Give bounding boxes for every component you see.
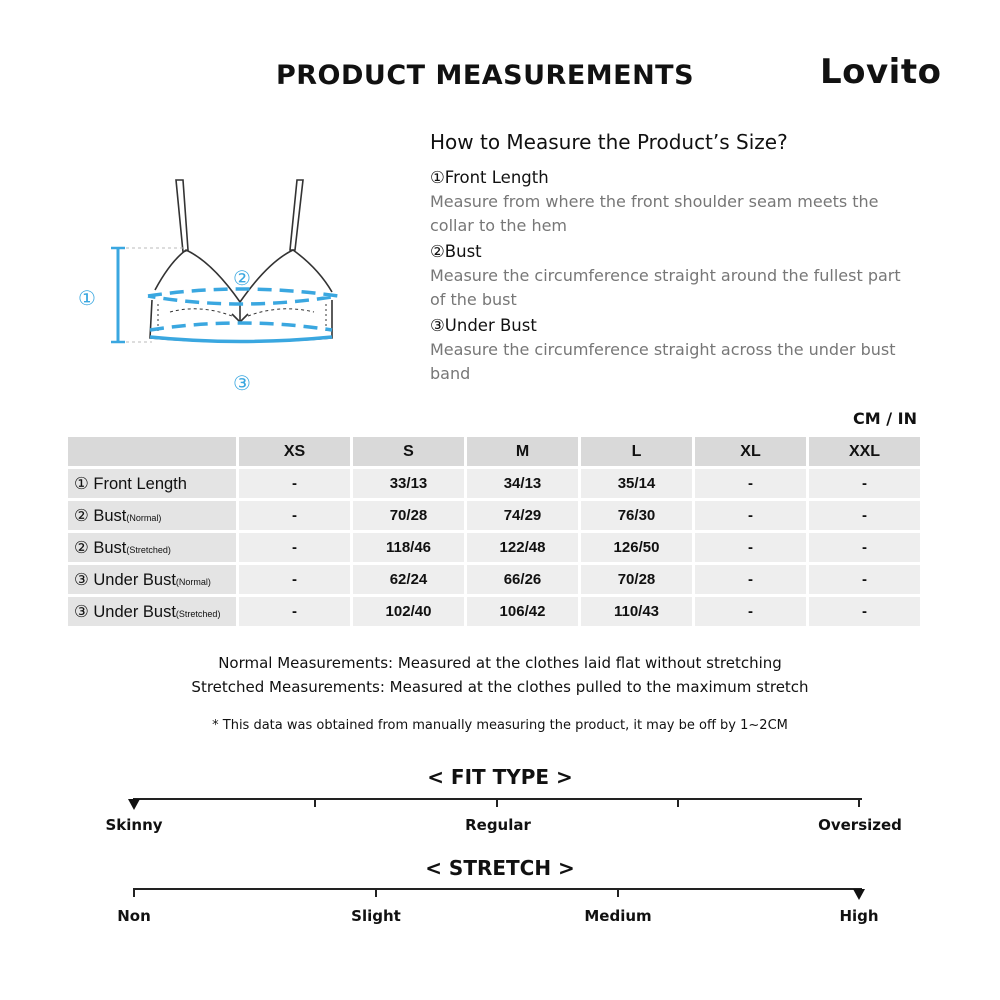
table-cell: 102/40	[353, 597, 464, 626]
table-cell: -	[809, 501, 920, 530]
table-cell: -	[239, 469, 350, 498]
stretch-label-non: Non	[117, 907, 151, 925]
table-cell: 110/43	[581, 597, 692, 626]
col-header: XS	[239, 437, 350, 466]
table-cell: -	[239, 597, 350, 626]
stretch-tick	[617, 888, 619, 897]
row-label-text: ① Front Length	[74, 474, 187, 493]
col-header: S	[353, 437, 464, 466]
brand-logo: Lovito	[820, 52, 942, 92]
table-row	[68, 597, 920, 626]
stretch-label-slight: Slight	[351, 907, 401, 925]
size-table	[65, 434, 923, 629]
col-header: XL	[695, 437, 806, 466]
bra-measurement-diagram	[60, 165, 360, 405]
table-cell: 126/50	[581, 533, 692, 562]
stretch-tick	[375, 888, 377, 897]
units-label: CM / IN	[853, 409, 917, 428]
col-header: L	[581, 437, 692, 466]
table-row	[68, 501, 920, 530]
row-label	[68, 565, 236, 594]
stretch-tick	[133, 888, 135, 897]
row-label	[68, 469, 236, 498]
row-label-sub: (Normal)	[126, 512, 162, 523]
table-cell: 33/13	[353, 469, 464, 498]
table-header-row	[68, 437, 920, 466]
table-cell: -	[239, 565, 350, 594]
step-title-bust: ②Bust	[430, 242, 482, 261]
table-cell: 66/26	[467, 565, 578, 594]
table-row	[68, 533, 920, 562]
note-normal: Normal Measurements: Measured at the clothes laid flat without stretching	[218, 654, 782, 672]
row-label-text: ③ Under Bust	[74, 602, 176, 621]
step-desc-under-bust: Measure the circumference straight across the under bust band	[430, 340, 896, 383]
bra-outline	[150, 180, 332, 342]
stretch-label-high: High	[839, 907, 879, 925]
marker-front-length: ①	[78, 286, 96, 310]
fit-type-tick	[496, 798, 498, 807]
table-cell: -	[695, 469, 806, 498]
fit-type-tick	[677, 798, 679, 807]
row-label	[68, 501, 236, 530]
row-label	[68, 597, 236, 626]
table-cell: 76/30	[581, 501, 692, 530]
fit-type-label-regular: Regular	[465, 816, 531, 834]
step-title-under-bust: ③Under Bust	[430, 316, 537, 335]
fit-type-tick	[858, 798, 860, 807]
table-cell: 74/29	[467, 501, 578, 530]
table-cell: 118/46	[353, 533, 464, 562]
howto-heading: How to Measure the Product’s Size?	[430, 130, 788, 154]
table-cell: -	[809, 597, 920, 626]
table-cell: 70/28	[353, 501, 464, 530]
row-label-text: ② Bust	[74, 506, 127, 525]
marker-under-bust: ③	[233, 371, 251, 395]
fit-type-title: < FIT TYPE >	[427, 765, 573, 789]
fit-type-selected-marker	[128, 799, 140, 810]
table-cell: 70/28	[581, 565, 692, 594]
row-label-sub: (Normal)	[175, 576, 211, 587]
table-row	[68, 565, 920, 594]
col-header: XXL	[809, 437, 920, 466]
table-cell: -	[695, 597, 806, 626]
col-header: M	[467, 437, 578, 466]
note-stretched: Stretched Measurements: Measured at the clothes pulled to the maximum stretch	[191, 678, 809, 696]
table-corner	[68, 437, 236, 466]
table-row	[68, 469, 920, 498]
step-desc-front-length: Measure from where the front shoulder seam meets the collar to the hem	[430, 192, 879, 235]
disclaimer: * This data was obtained from manually measuring the product, it may be off by 1~2CM	[212, 718, 788, 733]
table-cell: 62/24	[353, 565, 464, 594]
table-cell: 122/48	[467, 533, 578, 562]
table-cell: -	[809, 565, 920, 594]
row-label-text: ② Bust	[74, 538, 127, 557]
stretch-selected-marker	[853, 889, 865, 900]
row-label-sub: (Stretched)	[126, 544, 171, 555]
step-title-front-length: ①Front Length	[430, 168, 549, 187]
stretch-scale-line	[133, 888, 862, 890]
fit-type-label-oversized: Oversized	[818, 816, 902, 834]
stretch-title: < STRETCH >	[425, 856, 575, 880]
table-cell: -	[695, 501, 806, 530]
fit-type-label-skinny: Skinny	[105, 816, 163, 834]
table-cell: 34/13	[467, 469, 578, 498]
step-desc-bust: Measure the circumference straight around the fullest part of the bust	[430, 266, 901, 309]
row-label	[68, 533, 236, 562]
fit-type-tick	[314, 798, 316, 807]
table-cell: -	[695, 565, 806, 594]
measure-lines	[111, 248, 338, 342]
marker-bust: ②	[233, 266, 251, 290]
table-cell: -	[239, 501, 350, 530]
page-title: PRODUCT MEASUREMENTS	[275, 60, 695, 91]
table-cell: 35/14	[581, 469, 692, 498]
table-cell: -	[695, 533, 806, 562]
table-cell: -	[239, 533, 350, 562]
row-label-text: ③ Under Bust	[74, 570, 176, 589]
table-cell: -	[809, 533, 920, 562]
row-label-sub: (Stretched)	[175, 608, 221, 619]
table-cell: -	[809, 469, 920, 498]
table-cell: 106/42	[467, 597, 578, 626]
stretch-label-medium: Medium	[584, 907, 652, 925]
